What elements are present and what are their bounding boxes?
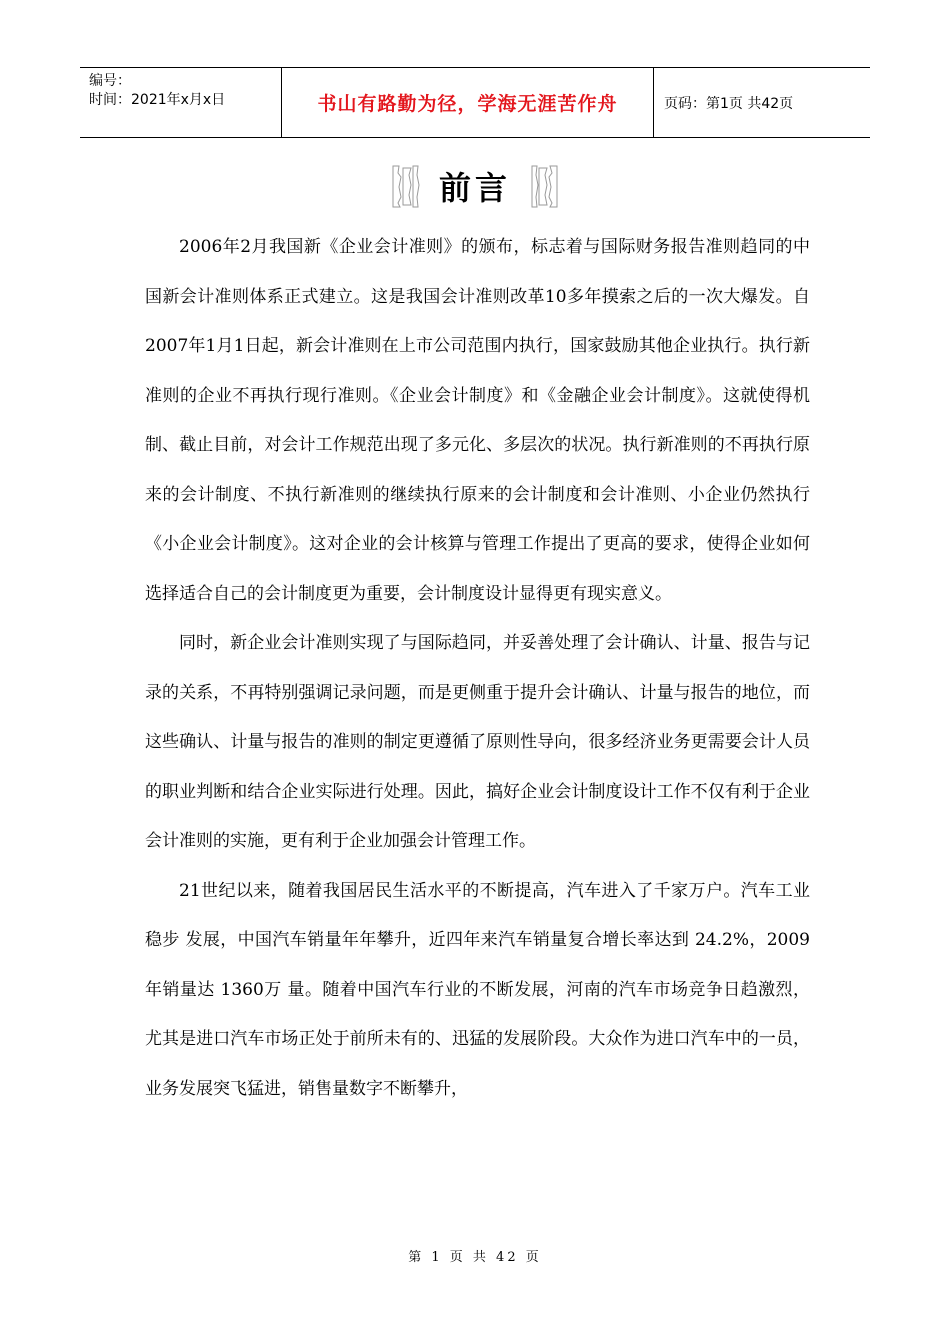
number-label: 编号： <box>89 73 131 89</box>
header-motto-cell <box>282 68 654 137</box>
page-title: 前言 <box>438 169 511 207</box>
right-ornament-icon <box>529 163 561 209</box>
document-header <box>80 67 870 138</box>
left-ornament-icon <box>389 163 421 209</box>
paragraph-2: 同时，新企业会计准则实现了与国际趋同，并妥善处理了会计确认、计量、报告与记录的关系，不再特别强调记录问题，而是更侧重于提升会计确认、计量与报告的地位，而这些确认、计量与报告的准则的制定更遵循了原则性导向，很多经济业务更需要会计人员的职业判断和结合企业实际进行处理。因此，搞好企业会计制度设计工作不仅有利于企业会计准则的实施，更有利于企业加强会计管理工作。 <box>145 633 810 851</box>
header-page-cell <box>654 68 870 137</box>
body-content <box>145 223 810 1114</box>
motto-text: 书山有路勤为径，学海无涯苦作舟 <box>317 93 618 115</box>
page-info: 页码：第1页 共42页 <box>664 95 794 112</box>
header-meta-cell <box>80 68 282 137</box>
paragraph-1: 2006年2月我国新《企业会计准则》的颁布，标志着与国际财务报告准则趋同的中国新会计准则体系正式建立。这是我国会计准则改革10多年摸索之后的一次大爆发。自2007年1月1日起，新会计准则在上市公司范围内执行，国家鼓励其他企业执行。执行新准则的企业不再执行现行准则。《企业会计制度》和《金融企业会计制度》。这就使得机制、截止目前，对会计工作规范出现了多元化、多层次的状况。执行新准则的不再执行原来的会计制度、不执行新准则的继续执行原来的会计制度和会计准则、小企业仍然执行《小企业会计制度》。这对企业的会计核算与管理工作提出了更高的要求，使得企业如何选择适合自己的会计制度更为重要，会计制度设计显得更有现实意义。 <box>145 237 810 604</box>
date-label: 时间：2021年x月x日 <box>89 92 226 108</box>
page-footer: 第 1 页 共 42 页 <box>408 1250 542 1265</box>
title-row <box>0 160 950 212</box>
paragraph-3: 21世纪以来，随着我国居民生活水平的不断提高，汽车进入了千家万户。汽车工业稳步 发展，中国汽车销量年年攀升，近四年来汽车销量复合增长率达到 24.2%，2009年销量达 1360万 量。随着中国汽车行业的不断发展，河南的汽车市场竞争日趋激烈，尤其是进口汽车市场正处于前所未有的、迅猛的发展阶段。大众作为进口汽车中的一员，业务发展突飞猛进，销售量数字不断攀升， <box>145 880 810 1099</box>
